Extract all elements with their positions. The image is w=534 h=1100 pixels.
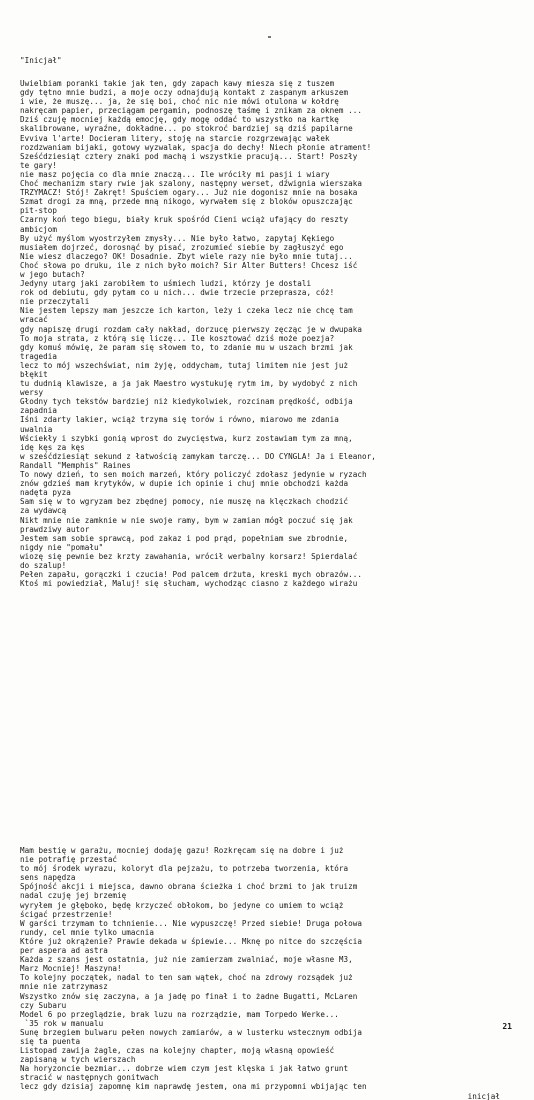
poem-line: lecz to mój wszechświat, nim żyję, oddycham, tutaj limitem nie jest już [20,360,349,370]
poem-line: za wydawcą [20,506,67,516]
poem-line: gdy komuś mówię, że param się słowem to, to zdanie mu w uszach brzmi jak [20,342,353,352]
stanza-2 [20,846,520,1100]
poem-line: Jedyny utarg jaki zarobiłem to uśmiech ludzi, którzy je dostali [20,279,312,289]
poem-line: pit-stop [20,206,57,216]
poem-line: się ta puenta [20,1036,81,1046]
poem-line: prawdziwy autor [20,524,90,534]
poem-line: Na horyzoncie bezmiar... dobrze wiem czym jest klęska i jak łatwo grunt [20,1064,349,1074]
poem-line: zapadnia [20,406,57,416]
poem-line: Mam bestię w garażu, mocniej dodaję gazu! Rozkręcam się na dobre i już [20,846,344,855]
poem-line: wiozę się pewnie bez krzty zawahania, wrócił werbalny korsarz! Spierdalać [20,551,358,561]
poem-line: tragedia [20,351,57,361]
poem-line: Uwielbiam poranki takie jak ten, gdy zapach kawy miesza się z tuszem [20,79,335,88]
poem-line: nadal czuję jej brzemię [20,891,127,901]
poem-line: `35 rok w manualu [20,1018,104,1028]
poem-line: Pełen zapału, gorączki i czucia! Pod palcem drżuta, kreski mych obrazów... [20,570,363,580]
poem-line: W garści trzymam to tchnienie... Nie wypuszczę! Przed siebie! Druga połowa [20,918,363,928]
poem-line: Dziś czuję mocniej każdą emocję, gdy mogę oddać to wszystko na kartkę [20,115,339,125]
poem-line: To kolejny początek, nadal to ten sam wątek, choć na zdrowy rozsądek już [20,973,353,983]
poem-line: Nie jestem lepszy mam jeszcze ich karton, leży i czeka lecz nie chcę tam [20,306,353,316]
poem-line: Listopad zawija żagle, czas na kolejny chapter, moją własną opowieść [20,1046,335,1056]
poem-line: Sześćdziesiąt cztery znaki pod machą i wszystkie pracują... Start! Poszły [20,151,358,161]
poem-line: stracić w następnych gonitwach [20,1073,159,1083]
poem-line: idę kęs za kęs [20,442,85,452]
poem-line: nadęta pyza [20,488,71,498]
poem-line: TRZYMACZ! Stój! Zakręt! Spuściem ogary... Już nie dogonisz mnie na bosaka [20,188,358,198]
poem-line: zapisaną w tych wierszach [20,1055,136,1065]
poem-line: Głodny tych tekstów bardziej niż kiedykolwiek, rozcinam prędkość, odbija [20,397,353,407]
poem-line: Wściekły i szybki gonią wprost do zwycięstwa, kurz zostawiam tym za mną, [20,433,353,443]
poem-line: Choć słowa po druku, ile z nich było moich? Sir Alter Butters! Chcesz iść [20,260,358,270]
poem-line: uwalnia [20,424,53,434]
poem-line: Choć mechanizm stary rwie jak szalony, następny werset, dźwignia wierszaka [20,179,363,189]
poem-line: znów gdzieś mam krytyków, w dupie ich opinie i chuj mnie obchodzi każda [20,479,349,489]
poem-line: nie przeczytali [20,297,90,307]
poem-line: Model 6 po przeglądzie, brak luzu na rozrządzie, mam Torpedo Werke... [20,1009,339,1019]
poem-line: nigdy nie "pomału" [20,542,104,552]
stanza-1 [20,79,520,588]
poem-line: Sunę brzegiem bulwaru pełen nowych zamiarów, a w lusterku wstecznym odbija [20,1027,363,1037]
poem-line: Marz Mocniej! Maszyna! [20,964,122,974]
poem-line: Evviva l'arte! Docieram litery, stoję na starcie rozgrzewając wałek [20,133,330,143]
poem-line: Wszystko znów się zaczyna, a ja jadę po finał i to żadne Bugatti, McLaren [20,991,358,1001]
poem-line: To nowy dzień, to sen moich marzeń, który policzyć zdołasz jedynie w ryzach [20,470,367,480]
poem-line: Każda z szans jest ostatnia, już nie zamierzam zwalniać, moje własne M3, [20,955,353,965]
poem-line: rok od debiutu, gdy pytam co u nich... dwie trzecie przeprasza, cóż! [20,288,335,298]
poem-line: gdy tętno mnie budzi, a moje oczy odnajdują kontakt z zaspanym arkuszem [20,88,349,98]
poem-line: To moja strata, z którą się liczę... Ile kosztować dziś może poezja? [20,333,335,343]
poem-line: wyryłem je głęboko, będę krzyczeć obłokom, bo jedyne co umiem to wciąż [20,900,344,910]
poem-line: Ktoś mi powiedział, Maluj! się słucham, wychodząc ciasno z każdego wirażu [20,579,358,589]
poem-line: czy Subaru [20,1000,67,1010]
poem-line: musiałem dojrzeć, dorosnąć by pisać, zrozumieć siebie by zagłuszyć ego [20,242,344,252]
poem-line: do szalup! [20,560,67,570]
poem-line: sens napędza [20,873,76,883]
signature-word: inicjał [467,1091,500,1100]
poem-line: Szmat drogi za mną, przede mną nikogo, wyrwałem się z bloków opuszczając [20,197,353,207]
poem-line: gdy napiszę drugi rozdam cały nakład, dorzucę pierwszy zęcząc je w dwupaka [20,324,363,334]
poem-line: błękit [20,370,48,379]
poem-line: Sam się w to wgryzam bez zbędnej pomocy, nie muszę na klęczkach chodzić [20,497,349,507]
poem-title: "Inicjał" [20,56,62,65]
poem-line: wracać [20,315,48,325]
poem-line: i wie, że muszę... ja, że się boi, choć nic nie mówi otulona w kołdrę [20,97,339,107]
poem-line: Czarny koń tego biegu, biały kruk spośród Cieni wciąż ufający do reszty [20,215,349,225]
poem-line: Jestem sam sobie sprawcą, pod zakaz i pod prąd, popełniam swe zbrodnie, [20,533,349,543]
poem-line: Które już okrążenie? Prawie dekada w śpiewie... Mknę po nitce do szczęścia [20,936,363,946]
poem-line: mnie nie zatrzymasz [20,982,108,992]
poem-line: te gary! [20,160,57,170]
poem-line: to mój środek wyrazu, koloryt dla pejzażu, to potrzeba tworzenia, która [20,864,349,874]
poem-line: ścigać przestrzenie! [20,909,113,919]
poem-line: rozdzwaniam bijaki, gotowy wyzwalak, spacja do dechy! Niech płonie atrament! [20,142,372,152]
poem-line: ambicjom [20,224,57,234]
poem-line: tu dudnią klawisze, a ja jak Maestro wystukuję rytm im, by wydobyć z nich [20,379,358,389]
poem-line: skalibrowane, wyraźne, dokładne... po stokroć bardziej są dziś papilarne [20,124,353,134]
poem-line: rundy, cel mnie tylko umacnia [20,927,155,937]
top-ink-mark [268,36,271,38]
poem-line: Nikt mnie nie zamknie w nie swoje ramy, bym w zamian mógł poczuć się jak [20,515,353,525]
poem-line: nie potrafię przestać [20,855,118,865]
poem-line: wersy [20,388,44,398]
poem-line: Nie wiesz dlaczego? OK! Dosadnie. Zbyt wiele razy nie było mnie tutaj... [20,251,353,261]
poem-line: nie masz pojęcia co dla mnie znaczą... Ile wróciły mi pasji i wiary [20,169,330,179]
poem-line: lecz gdy dzisiaj zapomnę kim naprawdę jestem, ona mi przypomni wbijając ten [20,1082,367,1092]
poem-line: per aspera ad astra [20,946,108,956]
page-number: 21 [502,1022,512,1031]
poem-line: By użyć myślom wyostrzyłem zmysły... Nie było łatwo, zapytaj Kękiego [20,233,335,243]
poem-line: w jego butach? [20,269,85,279]
poem-line: Iśni zdarty lakier, wciąż trzyma się torów i równo, miarowo me zdania [20,415,339,425]
poem-line: Spójność akcji i miejsca, dawno obrana ścieżka i choć brzmi to jak truizm [20,882,358,892]
poem-line: w sześćdziesiąt sekund z łatwością zamykam tarczę... DO CYNGLA! Ja i Eleanor, [20,451,376,461]
poem-line: nakręcam papier, przeciągam pergamin, podnoszę taśmę i znikam za oknem ... [20,106,363,116]
poem-line: Randall "Memphis" Raines [20,460,131,470]
